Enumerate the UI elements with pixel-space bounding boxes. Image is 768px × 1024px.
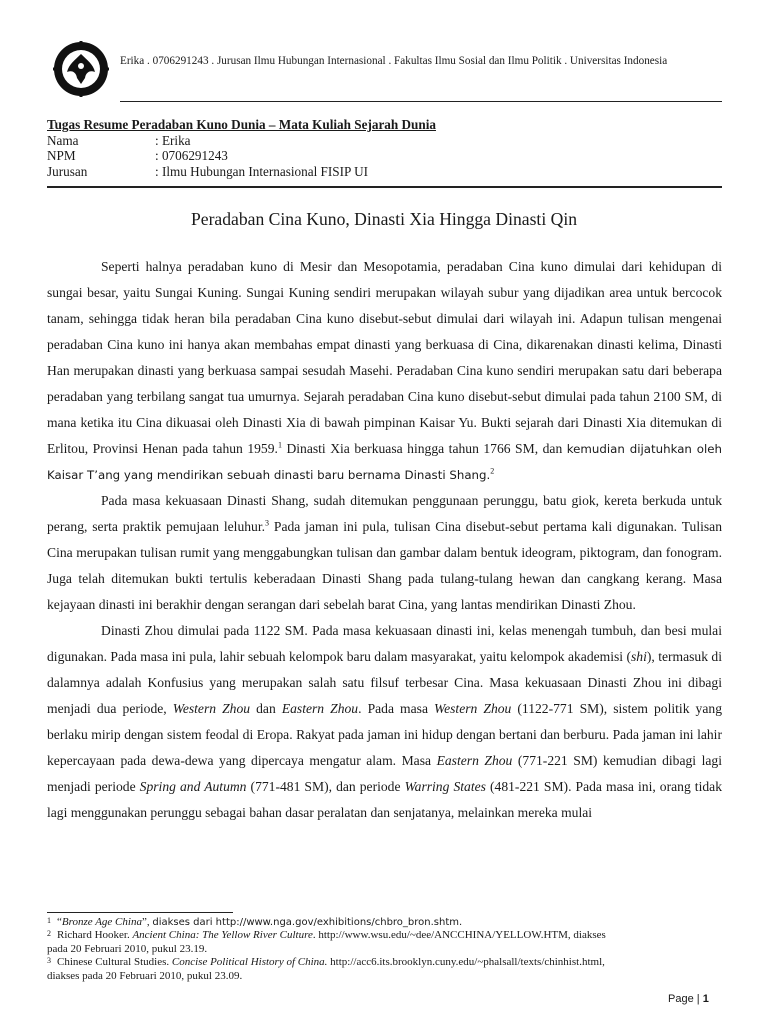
footnote-3-cont: diakses pada 20 Februari 2010, pukul 23.09. bbox=[47, 969, 243, 982]
footnote-3: 3 Chinese Cultural Studies. Concise Political History of China. http://acc6.its.brooklyn.cuny.edu/~phalsall/texts/chinhist.html, bbox=[47, 956, 605, 969]
info-row-jurusan bbox=[47, 164, 722, 180]
footnote-ref-1[interactable]: 1 bbox=[277, 440, 282, 450]
info-value: : Erika bbox=[155, 132, 191, 148]
document-title: Peradaban Cina Kuno, Dinasti Xia Hingga Dinasti Qin bbox=[190, 209, 577, 229]
footnote-link[interactable]: . http://www.wsu.edu/~dee/ANCCHINA/YELLOW.HTM, diakses bbox=[312, 929, 606, 942]
info-row-npm bbox=[47, 148, 722, 164]
footnote-link[interactable]: diakses dari http://www.nga.gov/exhibitions/chbro_bron.shtm. bbox=[152, 917, 463, 928]
assignment-info bbox=[47, 117, 722, 179]
paragraph-2: Pada masa kekuasaan Dinasti Shang, sudah ditemukan penggunaan perunggu, batu giok, kereta berkuda untuk perang, serta praktik pemujaan leluhur.$^3$ Pada jaman ini pula, tulisan Cina disebut-sebut pertama kali digunakan. Tulisan Cina merupakan tulisan rumit yang menggabungkan tulisan dan gambar dalam bentuk ideogram, piktogram, dan fonogram. Juga telah ditemukan bukti tertulis keberadaan Dinasti Shang pada tulang-tulang hewan dan cangkang kerang. Masa kejayaan dinasti ini berakhir dengan serangan dari sebelah barat Cina, yang lantas mendirikan Dinasti Zhou. bbox=[47, 493, 722, 612]
info-label: NPM bbox=[47, 148, 76, 163]
footnote-ref-3[interactable]: 3 bbox=[265, 518, 270, 528]
info-rule bbox=[47, 186, 722, 188]
info-value: : 0706291243 bbox=[155, 148, 228, 163]
paragraph-1: Seperti halnya peradaban kuno di Mesir dan Mesopotamia, peradaban Cina kuno dimulai dari kehidupan di sungai besar, yaitu Sungai Kuning. Sungai Kuning sendiri merupakan wilayah subur yang dijadikan area untuk bercocok tanam, sehingga tidak heran bila peradaban Cina kuno disebut-sebut dimulai dari wilayah ini. Adapun tulisan mengenai peradaban Cina kuno ini hanya akan membahas empat dinasti yang berkuasa di Cina, dikarenakan dinasti kelima, Dinasti Han merupakan dinasti yang berkuasa sampai sesudah Masehi. Peradaban Cina kuno sendiri merupakan satu dari beberapa peradaban yang terbilang sangat tua umurnya. Sejarah peradaban Cina kuno disebut-sebut dimulai pada tahun 2100 SM, di mana ketika itu Cina dikuasai oleh Dinasti Xia di bawah pimpinan Kaisar Yu. Bukti sejarah dari Dinasti Xia ditemukan di Erlitou, Provinsi Henan pada tahun 1959.$^1$ Dinasti Xia berkuasa hingga tahun 1766 SM, dan kemudian dijatuhkan oleh Kaisar T’ang yang mendirikan sebuah dinasti baru bernama Dinasti Shang.$^2$ bbox=[47, 259, 722, 482]
paragraph-3: Dinasti Zhou dimulai pada 1122 SM. Pada masa kekuasaan dinasti ini, kelas menengah tumbuh, dan besi mulai digunakan. Pada masa ini pula, lahir sebuah kelompok baru dalam masyarakat, yaitu kelompok akademisi (shi), termasuk di dalamnya adalah Konfusius yang merupakan salah satu filsuf terbesar Cina. Masa kekuasaan Dinasti Zhou ini dibagi menjadi dua periode, Western Zhou dan Eastern Zhou. Pada masa Western Zhou (1122-771 SM), sistem politik yang berlaku mirip dengan sistem feodal di Eropa. Rakyat pada jaman ini hidup dengan bertani dan berburu. Pada jaman ini lahir kepercayaan pada dewa-dewa yang dipercaya mengatur alam. Masa Eastern Zhou (771-221 SM) kemudian dibagi lagi menjadi periode Spring and Autumn (771-481 SM), dan periode Warring States (481-221 SM). Pada masa ini, orang tidak lagi menggunakan perunggu sebagai bahan dasar peralatan dan senjatanya, melainkan mereka mulai bbox=[47, 623, 722, 820]
footnote-ref-2[interactable]: 2 bbox=[490, 466, 495, 476]
running-header: Erika . 0706291243 . Jurusan Ilmu Hubungan Internasional . Fakultas Ilmu Sosial dan Ilmu Politik . Universitas Indonesia bbox=[120, 55, 668, 67]
info-row-name bbox=[47, 133, 722, 149]
info-label: Jurusan bbox=[47, 163, 88, 179]
page-number: Page | 1 bbox=[668, 993, 709, 1005]
info-label: Nama bbox=[47, 132, 79, 148]
footnotes bbox=[47, 916, 722, 983]
footnote-link[interactable]: http://acc6.its.brooklyn.cuny.edu/~phalsall/texts/chinhist.html, bbox=[327, 956, 605, 969]
footnote-2-cont: pada 20 Februari 2010, pukul 23.19. bbox=[47, 942, 208, 955]
footnote-1: 1 “Bronze Age China”, diakses dari http://www.nga.gov/exhibitions/chbro_bron.shtm. bbox=[47, 916, 463, 928]
header-rule bbox=[120, 101, 722, 102]
info-value: : Ilmu Hubungan Internasional FISIP UI bbox=[155, 163, 369, 179]
body-text bbox=[47, 254, 722, 826]
assignment-title: Tugas Resume Peradaban Kuno Dunia – Mata Kuliah Sejarah Dunia bbox=[47, 117, 436, 132]
footnote-2: 2 Richard Hooker. Ancient China: The Yellow River Culture. http://www.wsu.edu/~dee/ANCCHINA/YELLOW.HTM, diakses bbox=[47, 929, 606, 942]
university-logo bbox=[52, 40, 110, 98]
footnote-rule bbox=[47, 912, 233, 913]
